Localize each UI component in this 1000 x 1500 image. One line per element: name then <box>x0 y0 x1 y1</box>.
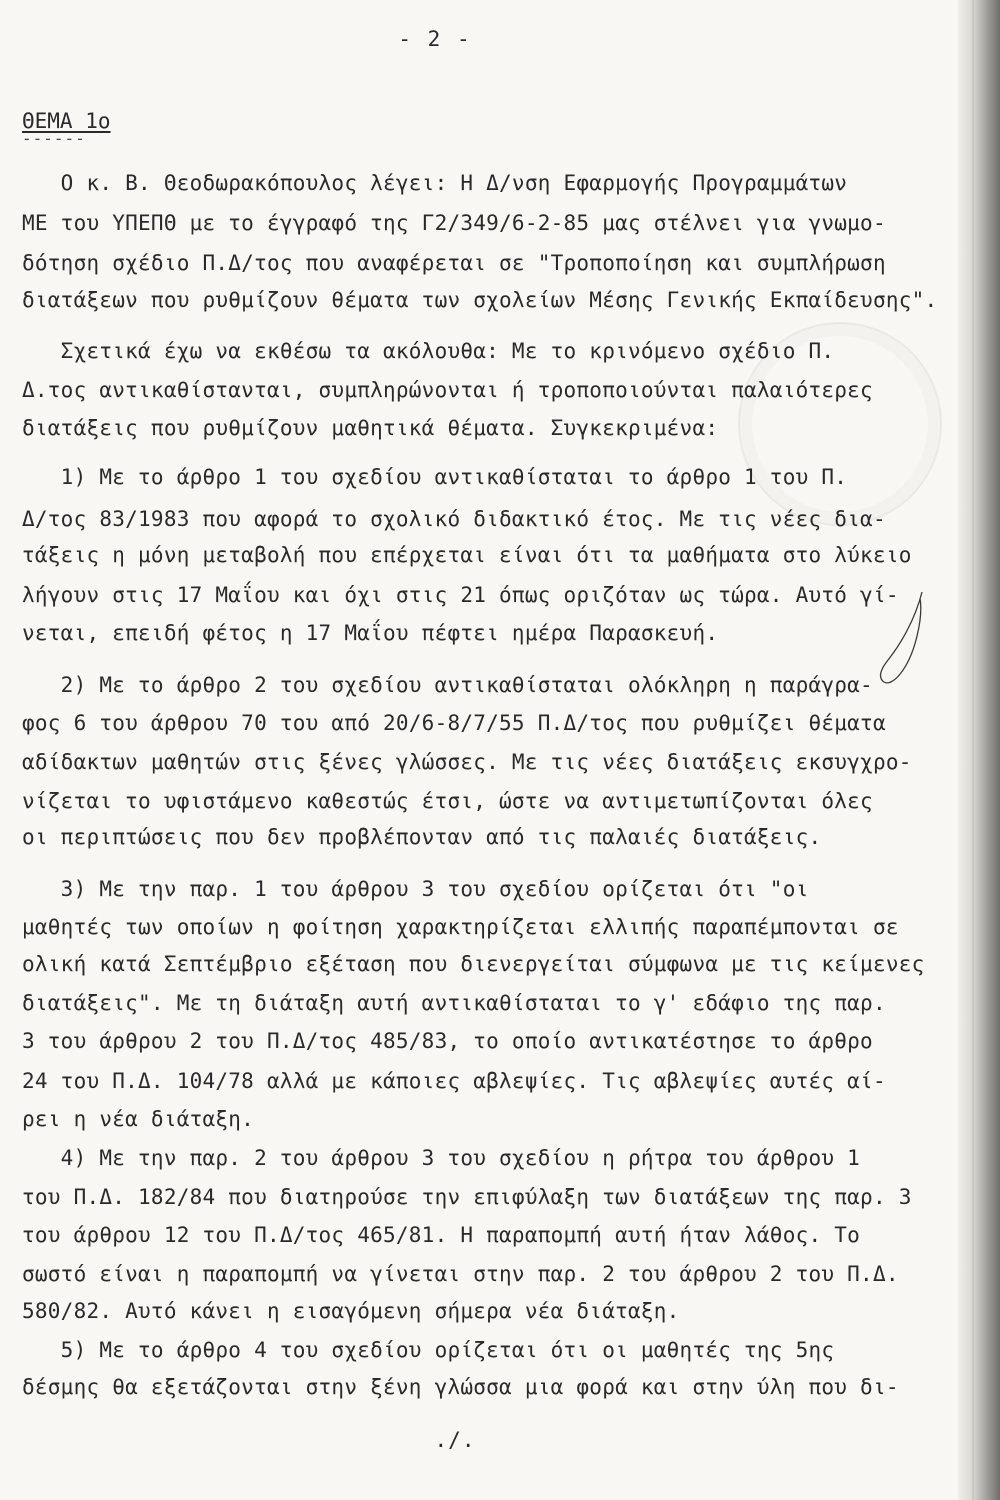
text-line: 1) Με το άρθρο 1 του σχεδίου αντικαθίσταται το άρθρο 1 του Π. <box>22 465 848 489</box>
text-line: Δ/τος 83/1983 που αφορά το σχολικό διδακτικό έτος. Με τις νέες δια- <box>22 507 886 531</box>
text-line: Δ.τος αντικαθίστανται, συμπληρώνονται ή τροποποιούνται παλαιότερες <box>22 378 873 402</box>
text-line: 4) Με την παρ. 2 του άρθρου 3 του σχεδίου η ρήτρα του άρθρου 1 <box>22 1146 861 1170</box>
text-line: ολική κατά Σεπτέμβριο εξέταση που διενεργείται σύμφωνα με τις κείμενες <box>22 952 925 976</box>
text-line: φος 6 του άρθρου 70 του από 20/6-8/7/55 Π.Δ/τος που ρυθμίζει θέματα <box>22 711 886 735</box>
page-number: - 2 - <box>398 27 472 51</box>
text-line: οι περιπτώσεις που δεν προβλέπονταν από τις παλαιές διατάξεις. <box>22 825 822 849</box>
text-line: 3 του άρθρου 2 του Π.Δ/τος 485/83, το οποίο αντικατέστησε το άρθρο <box>22 1029 873 1053</box>
topic-underline-dashes: ------ <box>22 129 86 148</box>
topic-heading <box>22 108 111 152</box>
text-line: 2) Με το άρθρο 2 του σχεδίου αντικαθίσταται ολόκληρη η παράγρα- <box>22 673 873 697</box>
text-line: 5) Με το άρθρο 4 του σχεδίου ορίζεται ότι οι μαθητές της 5ης <box>22 1338 835 1362</box>
text-line: Ο κ. Β. Θεοδωρακόπουλος λέγει: Η Δ/νση Εφαρμογής Προγραμμάτων <box>22 171 848 195</box>
text-line: τάξεις η μόνη μεταβολή που επέρχεται είναι ότι τα μαθήματα στο λύκειο <box>22 543 912 567</box>
continuation-mark: ./. <box>434 1428 476 1452</box>
text-line: ρει η νέα διάταξη. <box>22 1107 255 1131</box>
text-line: νίζεται το υφιστάμενο καθεστώς έτσι, ώστε να αντιμετωπίζονται όλες <box>22 789 873 813</box>
text-line: μαθητές των οποίων η φοίτηση χαρακτηρίζεται ελλιπής παραπέμπονται σε <box>22 915 899 939</box>
text-line: δότηση σχέδιο Π.Δ/τος που αναφέρεται σε "Τροποποίηση και συμπλήρωση <box>22 251 886 275</box>
text-line: 24 του Π.Δ. 104/78 αλλά με κάποιες αβλεψίες. Τις αβλεψίες αυτές αί- <box>22 1069 886 1093</box>
text-line: διατάξεις που ρυθμίζουν μαθητικά θέματα. Συγκεκριμένα: <box>22 416 719 440</box>
topic-label: ΘΕΜΑ 1ο <box>22 109 111 133</box>
text-line: Σχετικά έχω να εκθέσω τα ακόλουθα: Με το κρινόμενο σχέδιο Π. <box>22 339 835 363</box>
text-line: ΜΕ του ΥΠΕΠΘ με το έγγραφό της Γ2/349/6-2-85 μας στέλνει για γνωμο- <box>22 211 886 235</box>
text-line: διατάξεων που ρυθμίζουν θέματα των σχολείων Μέσης Γενικής Εκπαίδευσης". <box>22 288 938 312</box>
text-line: του άρθρου 12 του Π.Δ/τος 465/81. Η παραπομπή αυτή ήταν λάθος. Το <box>22 1223 861 1247</box>
binding-edge <box>958 0 1000 1500</box>
text-line: του Π.Δ. 182/84 που διατηρούσε την επιφύλαξη των διατάξεων της παρ. 3 <box>22 1185 912 1209</box>
text-line: λήγουν στις 17 Μαΐου και όχι στις 21 όπως οριζόταν ως τώρα. Αυτό γί- <box>22 583 899 607</box>
text-line: σωστό είναι η παραπομπή να γίνεται στην παρ. 2 του άρθρου 2 του Π.Δ. <box>22 1262 899 1286</box>
text-line: 580/82. Αυτό κάνει η εισαγόμενη σήμερα νέα διάταξη. <box>22 1299 680 1323</box>
text-line: αδίδακτων μαθητών στις ξένες γλώσσες. Με τις νέες διατάξεις εκσυγχρο- <box>22 750 912 774</box>
text-line: δέσμης θα εξετάζονται στην ξένη γλώσσα μια φορά και στην ύλη που δι- <box>22 1375 899 1399</box>
text-line: 3) Με την παρ. 1 του άρθρου 3 του σχεδίου ορίζεται ότι "οι <box>22 877 809 901</box>
text-line: διατάξεις". Με τη διάταξη αυτή αντικαθίσταται το γ' εδάφιο της παρ. <box>22 991 886 1015</box>
text-line: νεται, επειδή φέτος η 17 Μαΐου πέφτει ημέρα Παρασκευή. <box>22 621 719 645</box>
